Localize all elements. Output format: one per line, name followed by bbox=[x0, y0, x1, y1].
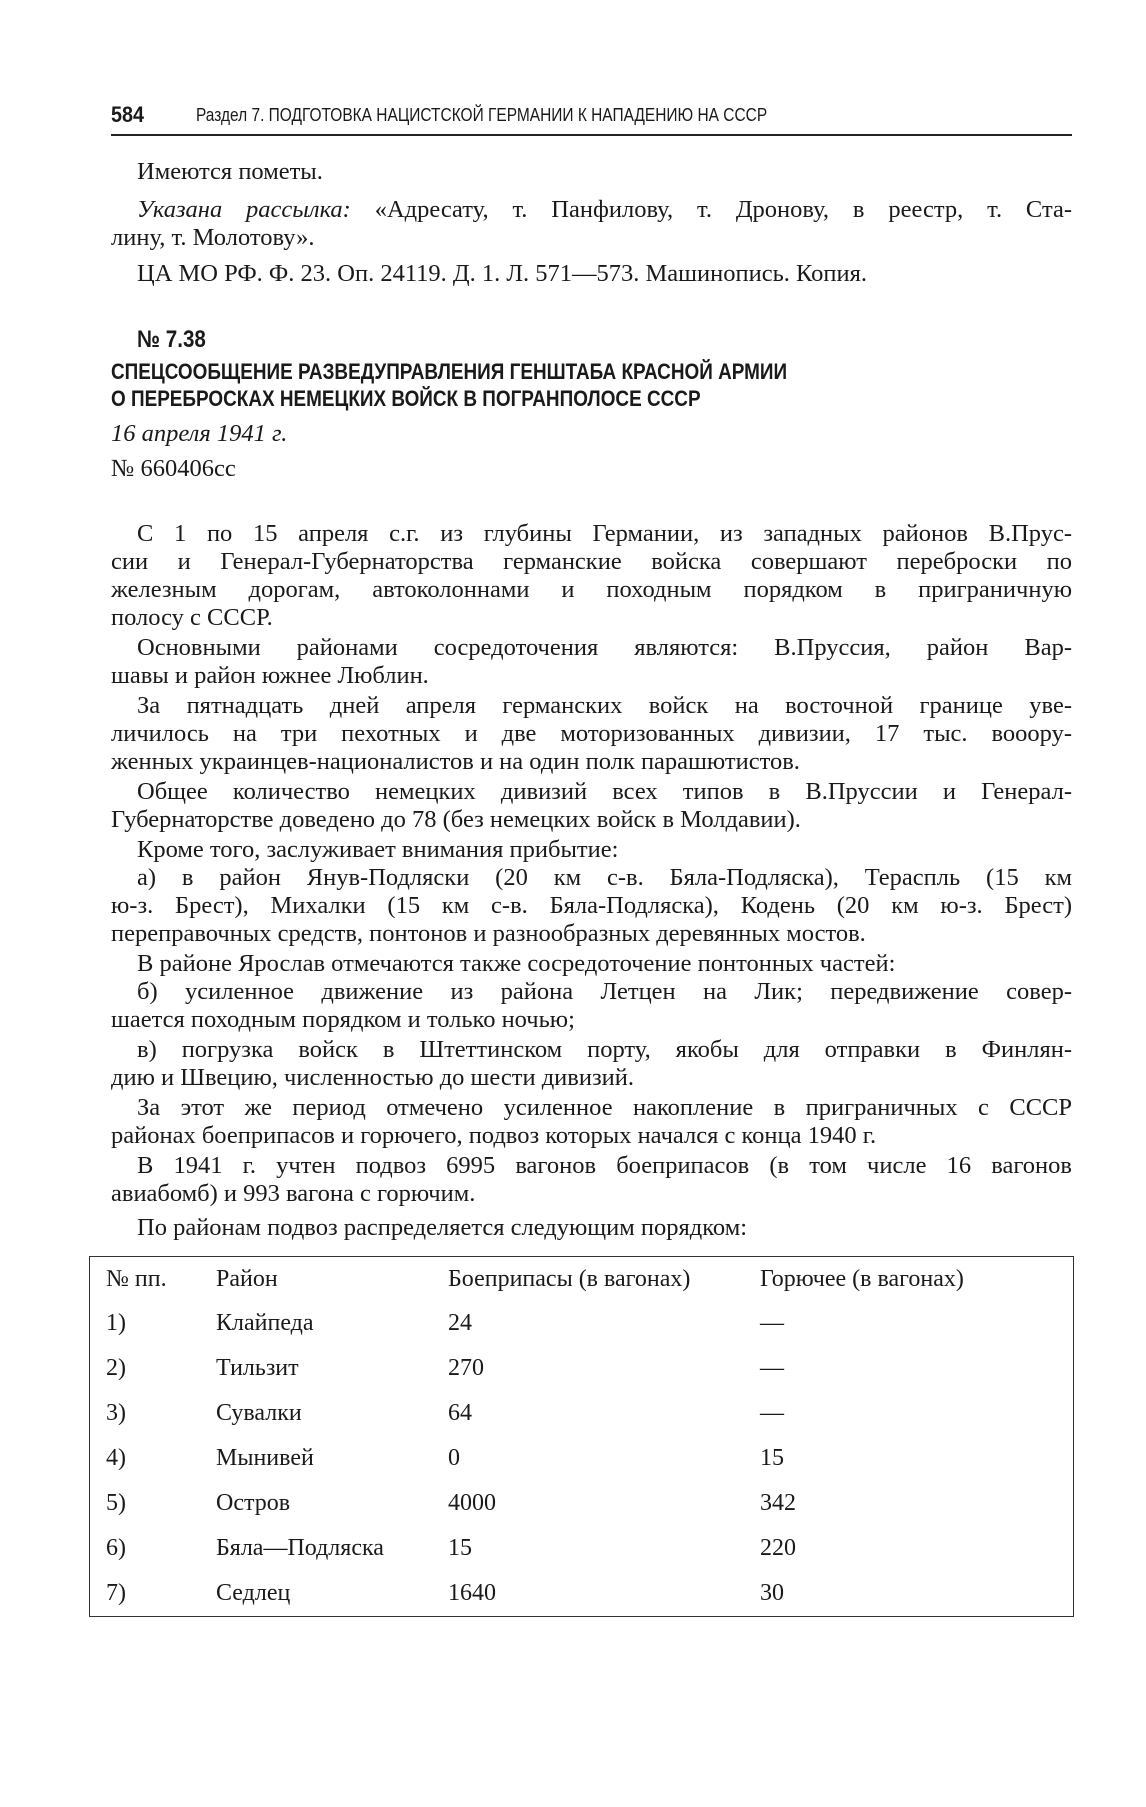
district: Седлец bbox=[216, 1580, 291, 1606]
table-row bbox=[90, 1481, 1074, 1526]
body-line: районах боеприпасов и горючего, подвоз которых начался с конца 1940 г. bbox=[111, 1122, 877, 1149]
fuel-wagons: 30 bbox=[760, 1580, 784, 1606]
body-line: полосу с СССР. bbox=[111, 604, 273, 631]
body-line: б) усиленное движение из района Летцен на Лик; передвижение совер- bbox=[137, 978, 1072, 1005]
body-line: За пятнадцать дней апреля германских войск на восточной границе уве- bbox=[137, 692, 1072, 719]
distribution-label: Указана рассылка: bbox=[137, 196, 351, 223]
ammunition-wagons: 24 bbox=[448, 1310, 472, 1336]
district: Район bbox=[216, 1265, 278, 1292]
supply-table bbox=[89, 1256, 1074, 1617]
registration-number: № 660406сс bbox=[111, 455, 236, 482]
district: Клайпеда bbox=[216, 1310, 314, 1336]
fuel-wagons: — bbox=[760, 1400, 784, 1426]
fuel-wagons: — bbox=[760, 1310, 784, 1336]
body-line: сии и Генерал-Губернаторства германские войска совершают переброски по bbox=[111, 548, 1072, 575]
ammunition-wagons: 64 bbox=[448, 1400, 472, 1426]
table-header-row bbox=[90, 1257, 1074, 1302]
body-line: переправочных средств, понтонов и разнообразных деревянных мостов. bbox=[111, 920, 866, 947]
fuel-wagons: 342 bbox=[760, 1490, 796, 1516]
table-row bbox=[90, 1301, 1074, 1346]
table-row bbox=[90, 1571, 1074, 1617]
section-title: Раздел 7. ПОДГОТОВКА НАЦИСТСКОЙ ГЕРМАНИИ К НАПАДЕНИЮ НА СССР bbox=[196, 105, 768, 125]
distribution-text: «Адресату, т. Панфилову, т. Дронову, в реестр, т. Ста- bbox=[350, 196, 1072, 223]
distribution bbox=[137, 196, 1072, 224]
body-line: женных украинцев-националистов и на один полк парашютистов. bbox=[111, 748, 800, 775]
body-line: ю-з. Брест), Михалки (15 км с-в. Бяла-Подляска), Кодень (20 км ю-з. Брест) bbox=[111, 892, 1072, 919]
body-line: Губернаторстве доведено до 78 (без немецких войск в Молдавии). bbox=[111, 806, 801, 833]
body-line: дию и Швецию, численностью до шести дивизий. bbox=[111, 1064, 634, 1091]
row-number: 3) bbox=[106, 1400, 126, 1426]
body-line: В районе Ярослав отмечаются также сосредоточение понтонных частей: bbox=[137, 950, 896, 977]
table-row bbox=[90, 1346, 1074, 1391]
row-number: 1) bbox=[106, 1310, 126, 1336]
row-number: 5) bbox=[106, 1490, 126, 1516]
notes: Имеются пометы. bbox=[137, 158, 323, 185]
body-line: За этот же период отмечено усиленное накопление в приграничных с СССР bbox=[137, 1094, 1072, 1121]
distribution-cont: лину, т. Молотову». bbox=[111, 224, 315, 251]
body-line: Основными районами сосредоточения являются: В.Пруссия, район Вар- bbox=[137, 634, 1072, 661]
fuel-wagons: 15 bbox=[760, 1445, 784, 1471]
body-line: Кроме того, заслуживает внимания прибытие: bbox=[137, 836, 619, 863]
body-line: железным дорогам, автоколоннами и походным порядком в приграничную bbox=[111, 576, 1072, 603]
table-row bbox=[90, 1526, 1074, 1571]
row-number: 4) bbox=[106, 1445, 126, 1471]
document-number: № 7.38 bbox=[137, 326, 206, 353]
ammunition-wagons: 0 bbox=[448, 1445, 460, 1471]
body-line: в) погрузка войск в Штеттинском порту, якобы для отправки в Финлян- bbox=[137, 1036, 1072, 1063]
document-title-line1: СПЕЦСООБЩЕНИЕ РАЗВЕДУПРАВЛЕНИЯ ГЕНШТАБА КРАСНОЙ АРМИИ bbox=[111, 359, 788, 384]
district: Мынивей bbox=[216, 1445, 314, 1471]
district: Сувалки bbox=[216, 1400, 302, 1426]
body-line: а) в район Янув-Подляски (20 км с-в. Бяла-Подляска), Тераспль (15 км bbox=[137, 864, 1072, 891]
ammunition-wagons: Боеприпасы (в вагонах) bbox=[448, 1265, 691, 1292]
body-line: С 1 по 15 апреля с.г. из глубины Германии, из западных районов В.Прус- bbox=[137, 520, 1072, 547]
fuel-wagons: Горючее (в вагонах) bbox=[760, 1265, 964, 1292]
ammunition-wagons: 4000 bbox=[448, 1490, 496, 1516]
row-number: 7) bbox=[106, 1580, 126, 1606]
district: Бяла—Подляска bbox=[216, 1535, 384, 1561]
ammunition-wagons: 270 bbox=[448, 1355, 484, 1381]
body-line: шавы и район южнее Люблин. bbox=[111, 662, 429, 689]
table-row bbox=[90, 1436, 1074, 1481]
district: Остров bbox=[216, 1490, 291, 1516]
running-header bbox=[111, 102, 1072, 132]
archive-reference: ЦА МО РФ. Ф. 23. Оп. 24119. Д. 1. Л. 571—573. Машинопись. Копия. bbox=[137, 260, 868, 287]
ammunition-wagons: 15 bbox=[448, 1535, 472, 1561]
ammunition-wagons: 1640 bbox=[448, 1580, 496, 1606]
document-title-line2: О ПЕРЕБРОСКАХ НЕМЕЦКИХ ВОЙСК В ПОГРАНПОЛОСЕ СССР bbox=[111, 386, 701, 411]
header-rule bbox=[111, 134, 1072, 136]
body-line: В 1941 г. учтен подвоз 6995 вагонов боеприпасов (в том числе 16 вагонов bbox=[137, 1152, 1072, 1179]
document-date: 16 апреля 1941 г. bbox=[111, 420, 288, 447]
district: Тильзит bbox=[216, 1355, 299, 1381]
body-line: авиабомб) и 993 вагона с горючим. bbox=[111, 1180, 476, 1207]
row-number: № пп. bbox=[106, 1265, 167, 1292]
page-number: 584 bbox=[111, 102, 145, 127]
body-line: шается походным порядком и только ночью; bbox=[111, 1006, 575, 1033]
fuel-wagons: 220 bbox=[760, 1535, 796, 1561]
body-line: По районам подвоз распределяется следующим порядком: bbox=[137, 1214, 748, 1241]
table-row bbox=[90, 1391, 1074, 1436]
body-line: личилось на три пехотных и две моторизованных дивизии, 17 тыс. вооору- bbox=[111, 720, 1072, 747]
row-number: 2) bbox=[106, 1355, 126, 1381]
row-number: 6) bbox=[106, 1535, 126, 1561]
fuel-wagons: — bbox=[760, 1355, 784, 1381]
body-line: Общее количество немецких дивизий всех типов в В.Пруссии и Генерал- bbox=[137, 778, 1072, 805]
